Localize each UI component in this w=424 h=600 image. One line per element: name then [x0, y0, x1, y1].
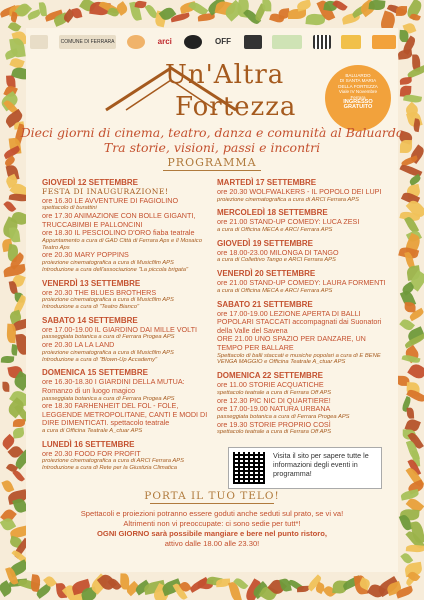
day-heading: SABATO 14 SETTEMBRE [42, 315, 138, 325]
event-note: Appuntamento a cura di GAD Città di Ferrara Aps e Il Mosaico Teatro Aps [42, 237, 202, 251]
day-block [217, 208, 387, 233]
logo-tenda [372, 35, 396, 49]
leaf-decoration [39, 2, 47, 17]
tagline: Dieci giorni di cinema, teatro, danza e comunità al Baluardo [20, 125, 404, 140]
logo-off: OFF [215, 37, 232, 46]
day-block [42, 178, 214, 274]
leaf-decoration [407, 407, 414, 419]
schedule-left-column [42, 178, 214, 477]
title-line-1: Un'Altra [165, 60, 285, 90]
event-note: spettacolo di burattini [42, 205, 97, 212]
leaf-decoration [10, 11, 19, 22]
event-note: passeggiata botanica a cura di Ferrara Progea APS [42, 395, 175, 402]
event-entry: ORE 21.00 UNO SPAZIO PER DANZARE, UN TEMPO PER BALLARE [217, 334, 366, 352]
event-entry: ore 18.30 IL PESCIOLINO D'ORO fiaba teatrale [42, 228, 195, 238]
event-note: a cura di Officina MECA e ARCI Ferrara APS [217, 226, 333, 233]
qr-info-text: Visita il sito per sapere tutte le informazioni degli eventi in programma! [273, 451, 369, 478]
leaf-decoration [3, 382, 11, 392]
qr-info-box [228, 447, 382, 489]
day-heading: MARTEDÌ 17 SETTEMBRE [217, 178, 317, 187]
event-note: spettacolo teatrale a cura di Ferrara Off APS [217, 429, 332, 436]
footer-line: Altrimenti non vi preoccupate: ci sono sedie per tutt*! [123, 519, 301, 528]
day-heading: GIOVEDÌ 12 SETTEMBRE [42, 178, 139, 187]
logo-comune-ferrara: COMUNE DI FERRARA [59, 35, 117, 49]
event-note: Introduzione a cura di Rete per la Giustizia Climatica [42, 465, 178, 472]
event-note: proiezione cinematografica a cura di ARCI Ferrara APS [217, 196, 359, 203]
logo-meca [184, 35, 202, 49]
badge-line: BALUARDO [345, 73, 371, 78]
leaf-decoration [1, 356, 14, 364]
event-entry: ore 21.00 STAND-UP COMEDY: LUCA ZESI [217, 217, 360, 227]
logo-stripes [313, 35, 331, 49]
event-entry: ore 19.30 STORIE PROPRIO COSÌ [217, 419, 331, 429]
event-note: proiezione cinematografica a cura di Musicfilm APS [42, 297, 174, 304]
day-heading: DOMENICA 15 SETTEMBRE [42, 368, 148, 378]
event-entry: ore 18.00-23.00 MILONGA DI TANGO [217, 247, 339, 257]
day-block [42, 440, 214, 472]
leaf-decoration [332, 0, 347, 13]
badge-line: Ferrara [350, 94, 366, 100]
day-block [42, 368, 214, 435]
event-entry: ore 16.30 LE AVVENTURE DI FAGIOLINO [42, 195, 179, 205]
logo-green [272, 35, 302, 49]
event-note: Introduzione a cura di "Teatro Bianco" [42, 303, 140, 310]
leaf-decoration [405, 544, 424, 553]
schedule-right-column [217, 178, 387, 441]
programma-underline [163, 170, 261, 171]
day-block [217, 300, 387, 367]
badge-line: Viale IV Novembre [338, 89, 378, 95]
badge-line: DI SANTA MARIA [339, 78, 377, 84]
event-note: a cura di Collettivo Tango e ARCI Ferrara APS [217, 257, 336, 264]
leaf-decoration [72, 7, 83, 19]
event-note: Introduzione a cura dell'associazione "La piccola brigata" [42, 266, 189, 273]
event-entry: ore 12.30 PIC NIC DI QUARTIERE! [217, 395, 331, 405]
leaf-decoration [13, 427, 25, 438]
logo-arci: arci [157, 37, 172, 46]
logo-circle [127, 35, 145, 49]
badge-line: DELLA FORTEZZA [338, 83, 378, 89]
porta-il-tuo-telo-heading: PORTA IL TUO TELO! [144, 490, 280, 502]
event-entry: ore 20.30 WOLFWALKERS - IL POPOLO DEI LUPI [217, 187, 382, 196]
porta-underline [150, 503, 274, 504]
title-line-2: Fortezza [175, 92, 297, 122]
leaf-decoration [13, 419, 25, 428]
event-entry: ore 20.30 LA LA LAND [42, 340, 115, 350]
logo-teatro [341, 35, 361, 49]
event-entry: ore 17.00-19.00 LEZIONE APERTA DI BALLI POPOLARI STACCATI accompagnati dai Suonatori della Valle del Savena [217, 308, 382, 335]
event-entry: ore 21.00 STAND-UP COMEDY: LAURA FORMENTI [217, 278, 386, 288]
programma-heading: PROGRAMMA [167, 156, 257, 169]
leaf-decoration [400, 77, 412, 85]
event-entry: ore 16.30-18.30 I GIARDINI DELLA MUTUA: Romanzo di un luogo magico [42, 377, 185, 395]
day-heading: MERCOLEDÌ 18 SETTEMBRE [217, 208, 328, 218]
footer-line: OGNI GIORNO sarà possibile mangiare e bere nel punto ristoro, [97, 529, 327, 538]
leaf-decoration [288, 9, 306, 19]
event-note: proiezione cinematografica a cura di ARCI Ferrara APS [42, 458, 184, 465]
logo-emilia-romagna [30, 35, 48, 49]
event-entry: ore 17.30 ANIMAZIONE CON BOLLE GIGANTI, TRUCCABIMBI E PALLONCINI [42, 210, 196, 229]
qr-code-icon[interactable] [233, 452, 265, 484]
day-block [42, 279, 214, 311]
event-entry: ore 17.00-19.00 IL GIARDINO DAI MILLE VOLTI [42, 324, 197, 334]
event-note: proiezione cinematografica a cura di Musicfilm APS [42, 259, 174, 266]
day-heading: GIOVEDÌ 19 SETTEMBRE [217, 238, 314, 248]
event-note: spettacolo teatrale a cura di Ferrara Off APS [217, 389, 332, 396]
event-entry: ore 20.30 THE BLUES BROTHERS [42, 287, 157, 297]
leaf-decoration [262, 0, 271, 12]
event-entry: ore 20.30 MARY POPPINS [42, 250, 129, 260]
event-entry: ore 20.30 FOOD FOR PROFIT [42, 448, 141, 458]
badge-line: INGRESSO [343, 99, 373, 106]
event-entry: ore 11.00 STORIE ACQUATICHE [217, 380, 324, 390]
day-heading: VENERDÌ 13 SETTEMBRE [42, 278, 141, 288]
badge-line: GRATUITO [343, 104, 373, 111]
tagline-secondary: Tra storie, visioni, passi e incontri [103, 140, 321, 155]
day-block [217, 269, 387, 294]
day-heading: DOMENICA 22 SETTEMBRE [217, 371, 323, 381]
event-note: a cura di Officina MECA e ARCI Ferrara APS [217, 287, 333, 294]
day-block [217, 178, 387, 203]
day-heading: LUNEDÌ 16 SETTEMBRE [42, 439, 135, 449]
day-heading: SABATO 21 SETTEMBRE [217, 299, 313, 309]
event-note: proiezione cinematografica a cura di Musicfilm APS [42, 349, 174, 356]
event-note: passeggiata botanica a cura di Ferrara Progea APS [217, 413, 350, 420]
event-note: passeggiata botanica a cura di Ferrara Progea APS [42, 334, 175, 341]
leaf-decoration [409, 12, 421, 22]
sponsor-logos [30, 30, 396, 54]
day-block [217, 371, 387, 436]
footer-line: attivo dalle 18.00 alle 23.30! [164, 539, 260, 548]
day-block [42, 316, 214, 364]
leaf-decoration [396, 6, 407, 16]
leaf-decoration [198, 13, 215, 21]
leaf-decoration [7, 324, 17, 343]
logo-square [244, 35, 262, 49]
leaf-decoration [407, 362, 424, 382]
event-subtitle: FESTA DI INAUGURAZIONE! [42, 187, 169, 196]
footer-line: Spettacoli e proiezioni potranno essere goduti anche seduti sul prato, se vi va! [80, 509, 344, 518]
leaf-decoration [12, 469, 25, 483]
leaf-decoration [398, 49, 413, 59]
entry-badge [325, 65, 391, 131]
leaf-decoration [11, 344, 18, 356]
day-heading: VENERDÌ 20 SETTEMBRE [217, 269, 316, 279]
day-block [217, 239, 387, 264]
event-entry: ore 18.30 FARHENHEIT DEL FOL - FOLE, LEGGENDE METROPOLITANE, CANTI E MODI DI DIRE DIMENTICATI. spettacolo teatrale [42, 401, 208, 428]
event-note: a cura di Officina Teatrale A_ctuar APS [42, 428, 143, 435]
event-entry: ore 17.00-19.00 NATURA URBANA [217, 404, 331, 414]
event-note: Introduzione a cura di "Blown-Up Accademy" [42, 356, 158, 363]
event-note: Spettacolo di balli staccati e musiche popolari a cura di E BENE VENGA MAGGIO e Officina Teatrale A_ctuar APS [217, 352, 381, 366]
